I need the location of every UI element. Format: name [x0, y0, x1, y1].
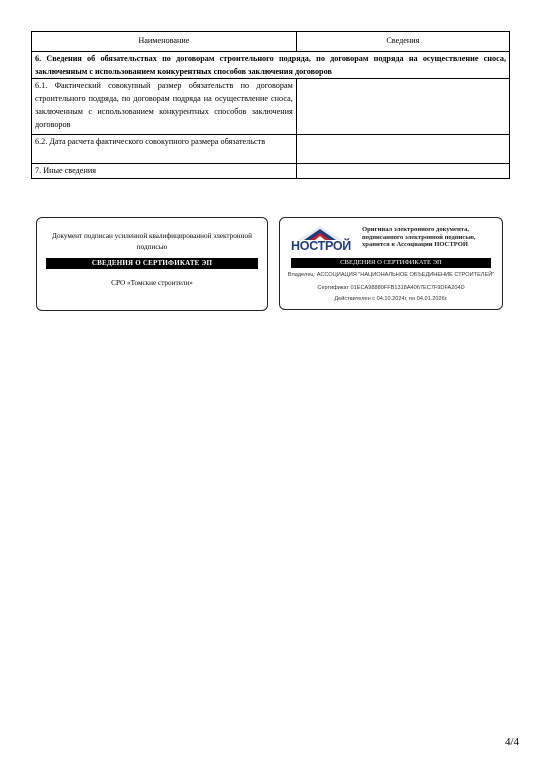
section-6-title: 6. Сведения об обязательствах по договорам строительного подряда, по договорам подряда на осуществление сноса, заключенным с использованием конкурентных способов заключения договоров [32, 52, 510, 79]
table-row [32, 164, 510, 179]
section-6-row [32, 52, 510, 79]
header-info: Сведения [296, 32, 509, 52]
nostroy-logo-text: НОСТРОЙ [291, 239, 351, 253]
header-name: Наименование [32, 32, 297, 52]
certificate-serial: Сертификат 01ECA98880FFB1318A4067EC7F9DFA204D [317, 285, 465, 291]
signature-statement: Документ подписан усиленной квалифицированной электронной подписью [52, 232, 252, 251]
table-header-row [32, 32, 510, 52]
page-number: 4/4 [505, 736, 520, 748]
table-row [32, 79, 510, 135]
certificate-info-bar: СВЕДЕНИЯ О СЕРТИФИКАТЕ ЭП [46, 258, 258, 269]
original-notice [362, 226, 498, 249]
original-line-3: хранится в Ассоциации НОСТРОЙ [362, 241, 468, 249]
row-6-2-label: 6.2. Дата расчета фактического совокупного размера обязательств [32, 135, 297, 164]
table-row [32, 135, 510, 164]
original-line-1: Оригинал электронного документа, [362, 226, 470, 233]
row-6-2-value [296, 135, 509, 164]
row-7-label: 7. Иные сведения [32, 164, 297, 179]
certificate-owner: Владелец: АССОЦИАЦИЯ "НАЦИОНАЛЬНОЕ ОБЪЕДИНЕНИЕ СТРОИТЕЛЕЙ" [287, 272, 495, 278]
nostroy-logo [290, 225, 352, 258]
certificate-info-bar: СВЕДЕНИЯ О СЕРТИФИКАТЕ ЭП [291, 258, 491, 268]
nostroy-stamp [279, 217, 503, 310]
sro-name: СРО «Томские строители» [111, 279, 193, 287]
info-table [31, 31, 510, 179]
row-6-1-value [296, 79, 509, 135]
row-7-value [296, 164, 509, 179]
original-line-2: подписанного электронной подписью, [362, 233, 476, 241]
signature-stamp [36, 217, 268, 311]
certificate-validity: Действителен с 04.10.2024г. по 04.01.2026г. [334, 296, 448, 302]
row-6-1-label: 6.1. Фактический совокупный размер обязательств по договорам строительного подряда, по договорам подряда на осуществление сноса, заключенным с использованием конкурентных способов заключения договоров [32, 79, 297, 135]
